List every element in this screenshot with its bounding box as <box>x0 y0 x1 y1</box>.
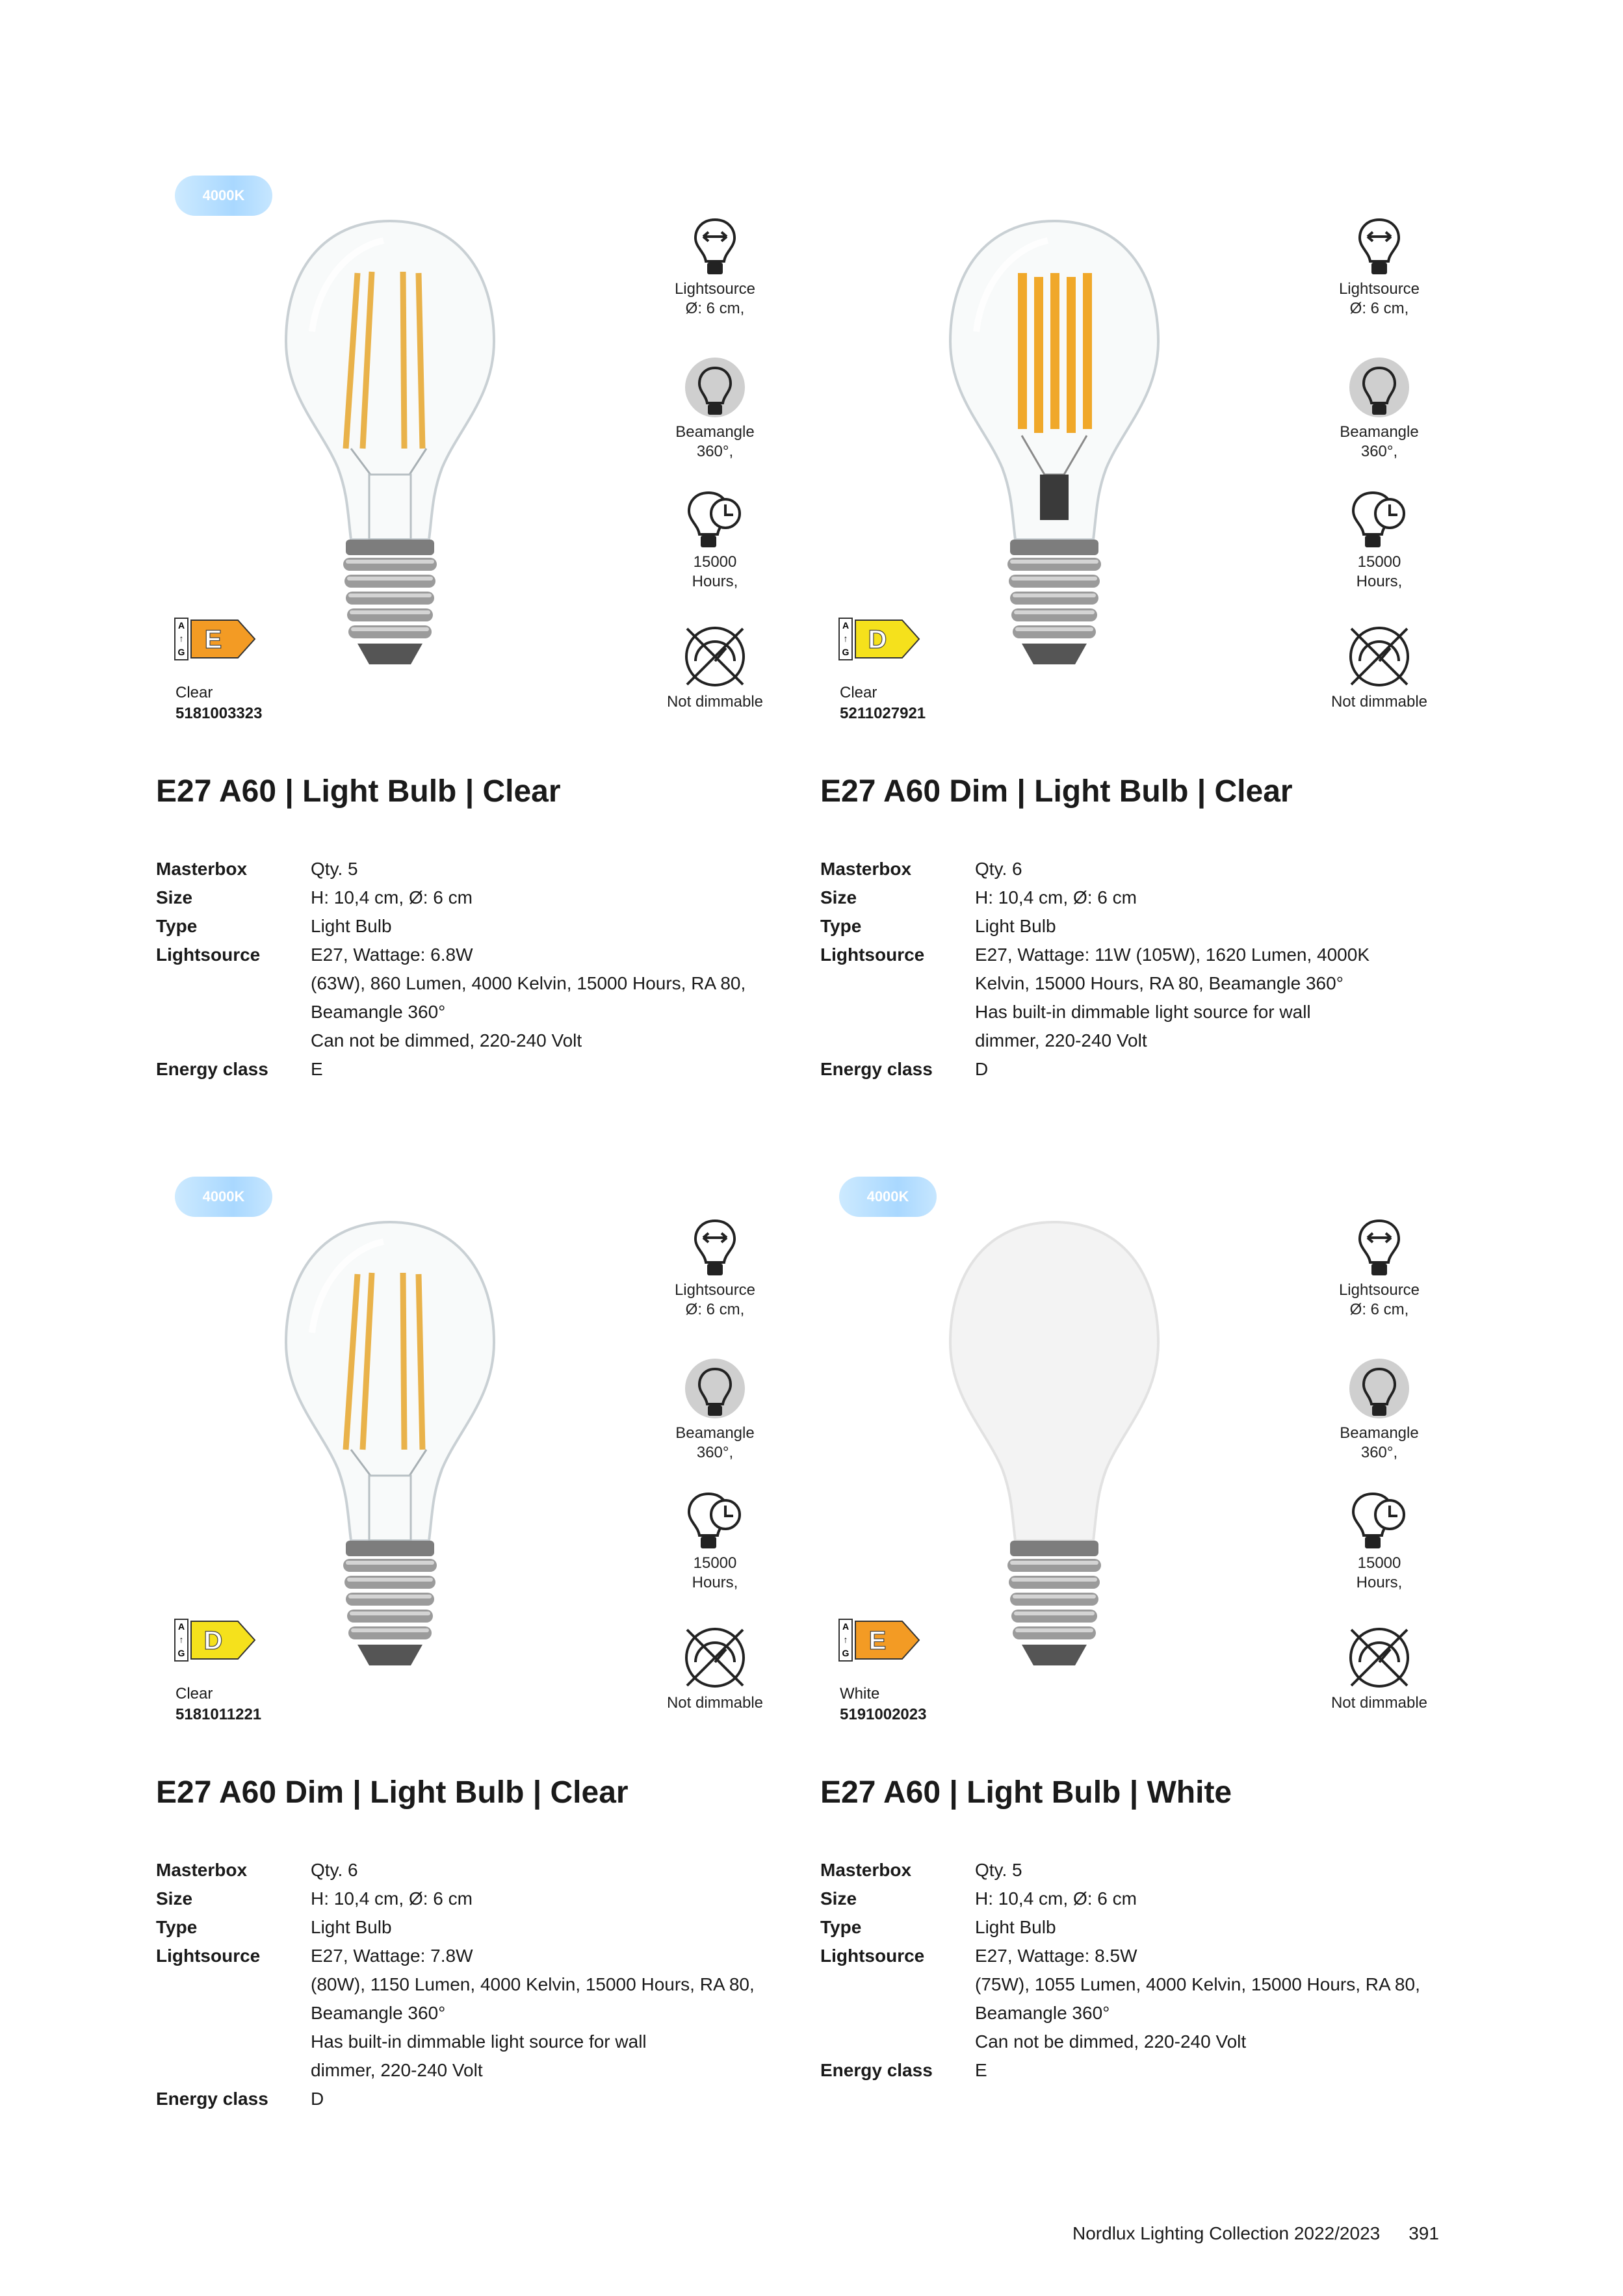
lightsource-size: Ø: 6 cm, <box>1349 1301 1409 1318</box>
not-dimmable-icon <box>1344 621 1415 692</box>
svg-text:A: A <box>177 620 185 631</box>
beamangle-icon <box>1347 1359 1412 1424</box>
page-footer <box>1072 2223 1439 2244</box>
dimmable-label: Not dimmable <box>666 1694 764 1712</box>
lightsource-label: Lightsource <box>674 1281 756 1299</box>
product-image <box>260 202 520 683</box>
product-image <box>924 1203 1184 1684</box>
product-card <box>156 176 806 1138</box>
spec-row-lightsource: Lightsource E27, Wattage: 8.5W (75W), 1055 Lumen, 4000 Kelvin, 15000 Hours, RA 80, Beamangle 360° Can not be dimmed, 220-240 Volt <box>820 1946 1420 2052</box>
beamangle-icon <box>682 1359 747 1424</box>
item-number: 5191002023 <box>840 1706 927 1723</box>
spec-row-type: Type Light Bulb <box>156 916 392 936</box>
lightsource-size: Ø: 6 cm, <box>1349 300 1409 317</box>
beamangle-value: 360°, <box>1360 443 1398 460</box>
lifetime-hours-icon <box>682 488 747 553</box>
page-number: 391 <box>1409 2223 1439 2243</box>
lightsource-size: Ø: 6 cm, <box>685 1301 745 1318</box>
lightsource-diameter-icon <box>1353 1216 1405 1281</box>
beamangle-value: 360°, <box>1360 1444 1398 1461</box>
spec-row-energy: Energy class D <box>156 2089 324 2109</box>
product-title: E27 A60 | Light Bulb | Clear <box>156 774 561 809</box>
light-bulb-icon <box>260 1203 520 1684</box>
spec-row-masterbox: Masterbox Qty. 5 <box>820 1860 1022 1880</box>
beamangle-value: 360°, <box>696 1444 734 1461</box>
product-title: E27 A60 Dim | Light Bulb | Clear <box>820 774 1293 809</box>
spec-row-type: Type Light Bulb <box>820 1917 1056 1937</box>
spec-row-energy: Energy class D <box>820 1059 989 1079</box>
spec-row-lightsource: Lightsource E27, Wattage: 11W (105W), 1620 Lumen, 4000K Kelvin, 15000 Hours, RA 80, Beamangle 360° Has built-in dimmable light source for wall dimmer, 220-240 Volt <box>820 945 1370 1050</box>
svg-text:G: G <box>842 1648 850 1658</box>
spec-row-masterbox: Masterbox Qty. 6 <box>156 1860 358 1880</box>
not-dimmable-icon <box>679 621 751 692</box>
variant-name: White <box>840 1685 880 1702</box>
lightsource-label: Lightsource <box>1338 1281 1420 1299</box>
spec-table <box>156 1856 806 2113</box>
beamangle-icon <box>682 358 747 423</box>
not-dimmable-icon <box>1344 1622 1415 1693</box>
spec-row-size: Size H: 10,4 cm, Ø: 6 cm <box>156 1888 473 1909</box>
dimmable-label: Not dimmable <box>1331 1694 1428 1712</box>
svg-text:A: A <box>177 1621 185 1632</box>
energy-label-badge <box>838 1619 923 1662</box>
beamangle-label: Beamangle <box>675 1424 755 1442</box>
svg-text:↑: ↑ <box>179 633 184 644</box>
spec-row-type: Type Light Bulb <box>820 916 1056 936</box>
light-bulb-icon <box>260 202 520 683</box>
item-number: 5181011221 <box>175 1706 262 1723</box>
spec-row-energy: Energy class E <box>820 2060 987 2080</box>
svg-text:↑: ↑ <box>179 1634 184 1645</box>
energy-class-letter: D <box>868 625 887 654</box>
spec-row-lightsource: Lightsource E27, Wattage: 6.8W (63W), 860 Lumen, 4000 Kelvin, 15000 Hours, RA 80, Beamangle 360° Can not be dimmed, 220-240 Volt <box>156 945 746 1050</box>
energy-class-letter: D <box>203 1626 223 1655</box>
color-temperature-badge: 4000K <box>175 1177 272 1217</box>
spec-row-size: Size H: 10,4 cm, Ø: 6 cm <box>156 887 473 907</box>
hours-value: 15000 <box>693 1554 737 1572</box>
energy-label-badge <box>838 618 923 660</box>
light-bulb-icon <box>924 202 1184 683</box>
variant-name: Clear <box>175 1685 213 1702</box>
item-number: 5181003323 <box>175 705 263 722</box>
svg-text:↑: ↑ <box>843 633 848 644</box>
lightsource-diameter-icon <box>689 1216 741 1281</box>
product-image <box>924 202 1184 683</box>
hours-unit: Hours, <box>1356 1574 1403 1591</box>
product-title: E27 A60 | Light Bulb | White <box>820 1775 1232 1810</box>
collection-title: Nordlux Lighting Collection 2022/2023 <box>1072 2223 1381 2243</box>
energy-class-icon <box>838 618 923 660</box>
color-temperature-badge: 4000K <box>175 176 272 216</box>
lightsource-label: Lightsource <box>674 280 756 298</box>
dimmable-label: Not dimmable <box>1331 693 1428 711</box>
beamangle-label: Beamangle <box>1340 423 1419 441</box>
not-dimmable-icon <box>679 1622 751 1693</box>
spec-row-size: Size H: 10,4 cm, Ø: 6 cm <box>820 887 1137 907</box>
variant-name: Clear <box>840 684 877 701</box>
lifetime-hours-icon <box>1347 488 1412 553</box>
lightsource-label: Lightsource <box>1338 280 1420 298</box>
hours-value: 15000 <box>1357 553 1401 571</box>
spec-row-size: Size H: 10,4 cm, Ø: 6 cm <box>820 1888 1137 1909</box>
spec-row-lightsource: Lightsource E27, Wattage: 7.8W (80W), 1150 Lumen, 4000 Kelvin, 15000 Hours, RA 80, Beamangle 360° Has built-in dimmable light source for wall dimmer, 220-240 Volt <box>156 1946 755 2080</box>
hours-value: 15000 <box>1357 1554 1401 1572</box>
spec-table <box>156 855 806 1084</box>
hours-unit: Hours, <box>1356 573 1403 590</box>
product-image <box>260 1203 520 1684</box>
energy-class-icon <box>838 1619 923 1662</box>
svg-text:A: A <box>842 1621 850 1632</box>
product-title: E27 A60 Dim | Light Bulb | Clear <box>156 1775 629 1810</box>
svg-text:A: A <box>842 620 850 631</box>
energy-label-badge <box>174 618 259 660</box>
lifetime-hours-icon <box>682 1489 747 1554</box>
energy-class-icon <box>174 618 259 660</box>
svg-text:G: G <box>177 647 185 657</box>
energy-class-letter: E <box>204 625 222 654</box>
lightsource-diameter-icon <box>1353 215 1405 280</box>
energy-class-letter: E <box>868 1626 887 1655</box>
beamangle-label: Beamangle <box>1340 1424 1419 1442</box>
product-card <box>156 1177 806 2139</box>
dimmable-label: Not dimmable <box>666 693 764 711</box>
hours-unit: Hours, <box>692 573 738 590</box>
spec-table <box>820 1856 1470 2085</box>
color-temperature-badge: 4000K <box>839 1177 937 1217</box>
energy-label-badge <box>174 1619 259 1662</box>
beamangle-icon <box>1347 358 1412 423</box>
product-card <box>820 1177 1470 2139</box>
svg-text:G: G <box>177 1648 185 1658</box>
energy-class-icon <box>174 1619 259 1662</box>
light-bulb-icon <box>924 1203 1184 1684</box>
spec-table <box>820 855 1470 1084</box>
lightsource-diameter-icon <box>689 215 741 280</box>
lifetime-hours-icon <box>1347 1489 1412 1554</box>
beamangle-value: 360°, <box>696 443 734 460</box>
svg-text:↑: ↑ <box>843 1634 848 1645</box>
svg-text:G: G <box>842 647 850 657</box>
spec-row-masterbox: Masterbox Qty. 5 <box>156 859 358 879</box>
item-number: 5211027921 <box>840 705 926 722</box>
spec-row-type: Type Light Bulb <box>156 1917 392 1937</box>
hours-value: 15000 <box>693 553 737 571</box>
product-card <box>820 176 1470 1138</box>
spec-row-masterbox: Masterbox Qty. 6 <box>820 859 1022 879</box>
hours-unit: Hours, <box>692 1574 738 1591</box>
beamangle-label: Beamangle <box>675 423 755 441</box>
lightsource-size: Ø: 6 cm, <box>685 300 745 317</box>
spec-row-energy: Energy class E <box>156 1059 323 1079</box>
variant-name: Clear <box>175 684 213 701</box>
